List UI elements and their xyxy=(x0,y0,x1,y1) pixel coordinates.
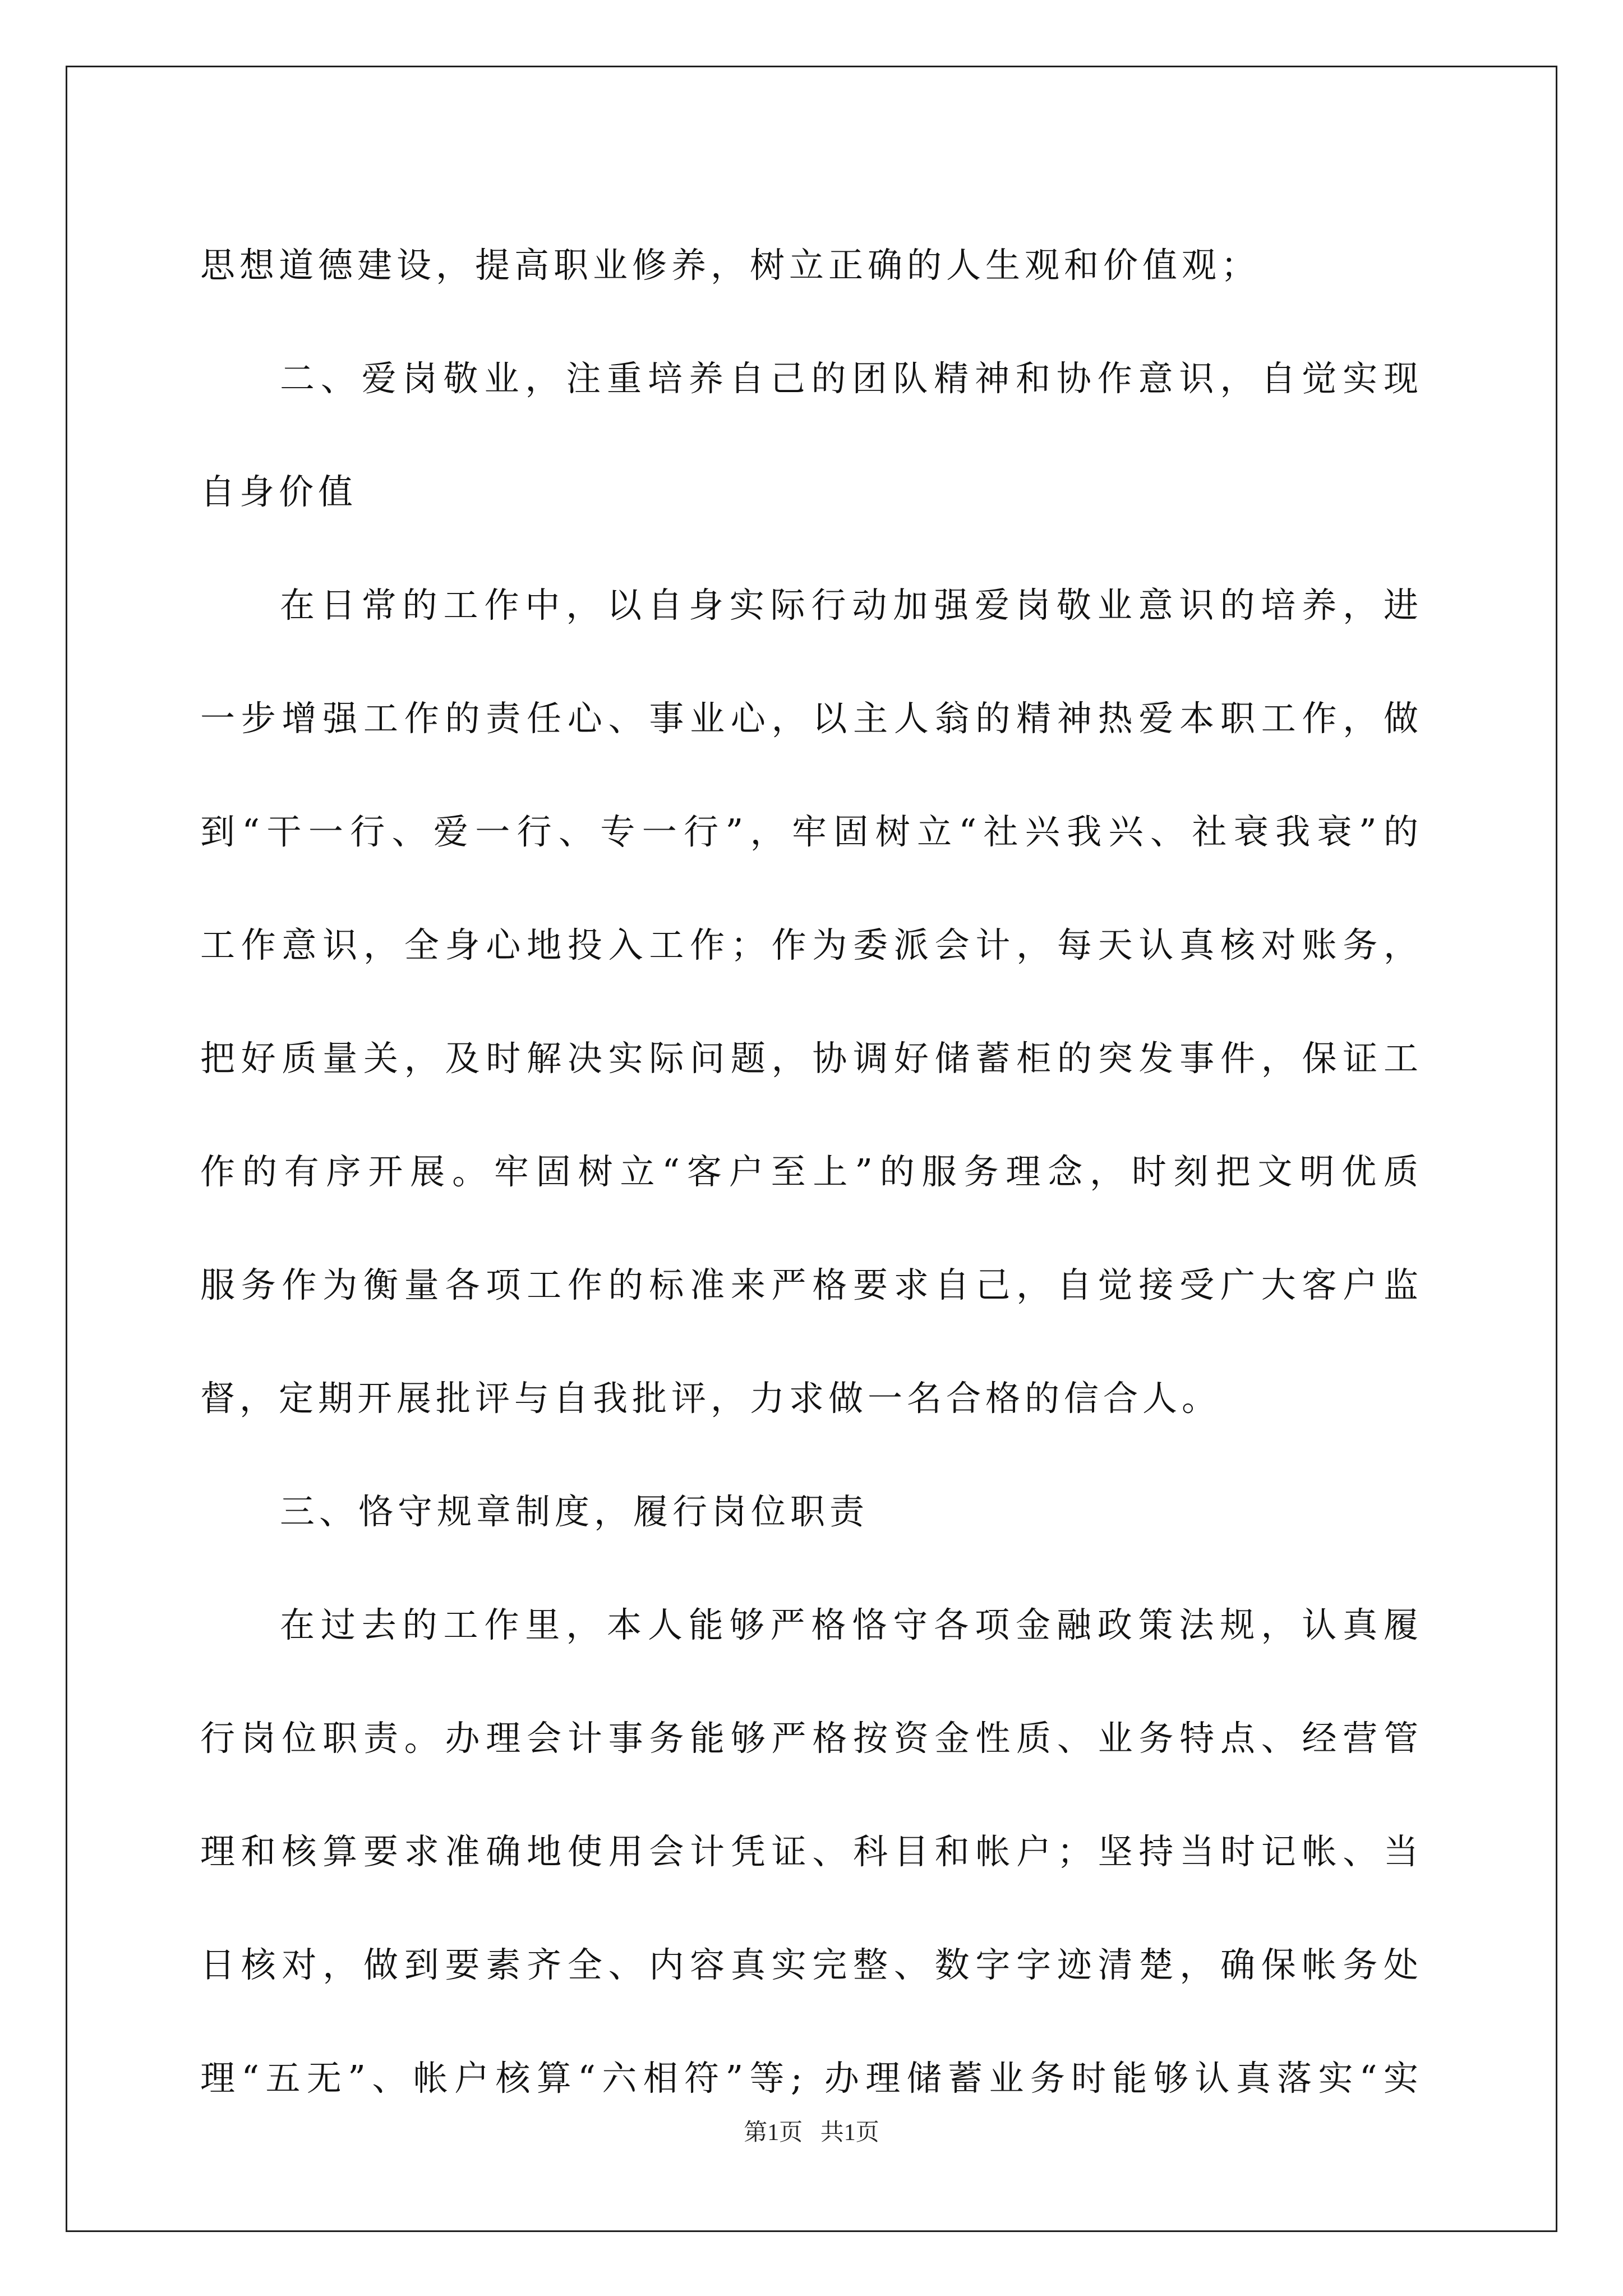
text-line: 二、爱岗敬业，注重培养自己的团队精神和协作意识，自觉实现 xyxy=(280,358,1423,399)
text-line: 工作意识，全身心地投入工作；作为委派会计，每天认真核对账务， xyxy=(200,924,1423,965)
text-line: 思想道德建设，提高职业修养，树立正确的人生观和价值观； xyxy=(200,245,1261,286)
text-line: 在日常的工作中，以自身实际行动加强爱岗敬业意识的培养，进 xyxy=(280,585,1423,625)
text-line: 作的有序开展。牢固树立“客户至上”的服务理念，时刻把文明优质 xyxy=(200,1151,1423,1192)
text-line: 理和核算要求准确地使用会计凭证、科目和帐户；坚持当时记帐、当 xyxy=(200,1831,1423,1872)
text-line: 服务作为衡量各项工作的标准来严格要求自己，自觉接受广大客户监 xyxy=(200,1264,1423,1305)
text-line: 督，定期开展批评与自我批评，力求做一名合格的信合人。 xyxy=(200,1378,1221,1419)
text-line: 到“干一行、爱一行、专一行”，牢固树立“社兴我兴、社衰我衰”的 xyxy=(200,811,1423,852)
document-body xyxy=(200,209,1423,2135)
text-line: 三、恪守规章制度，履行岗位职责 xyxy=(280,1491,869,1532)
text-line: 自身价值 xyxy=(200,471,358,512)
text-line: 理“五无”、帐户核算“六相符”等; 办理储蓄业务时能够认真落实“实 xyxy=(200,2058,1423,2099)
text-line: 行岗位职责。办理会计事务能够严格按资金性质、业务特点、经营管 xyxy=(200,1718,1423,1759)
text-line: 在过去的工作里，本人能够严格恪守各项金融政策法规，认真履 xyxy=(280,1604,1423,1645)
text-line: 把好质量关，及时解决实际问题，协调好储蓄柜的突发事件，保证工 xyxy=(200,1038,1423,1079)
text-line: 一步增强工作的责任心、事业心，以主人翁的精神热爱本职工作，做 xyxy=(200,698,1423,739)
text-line: 日核对，做到要素齐全、内容真实完整、数字字迹清楚，确保帐务处 xyxy=(200,1944,1423,1985)
page-footer: 第1页 共1页 xyxy=(744,2120,879,2146)
